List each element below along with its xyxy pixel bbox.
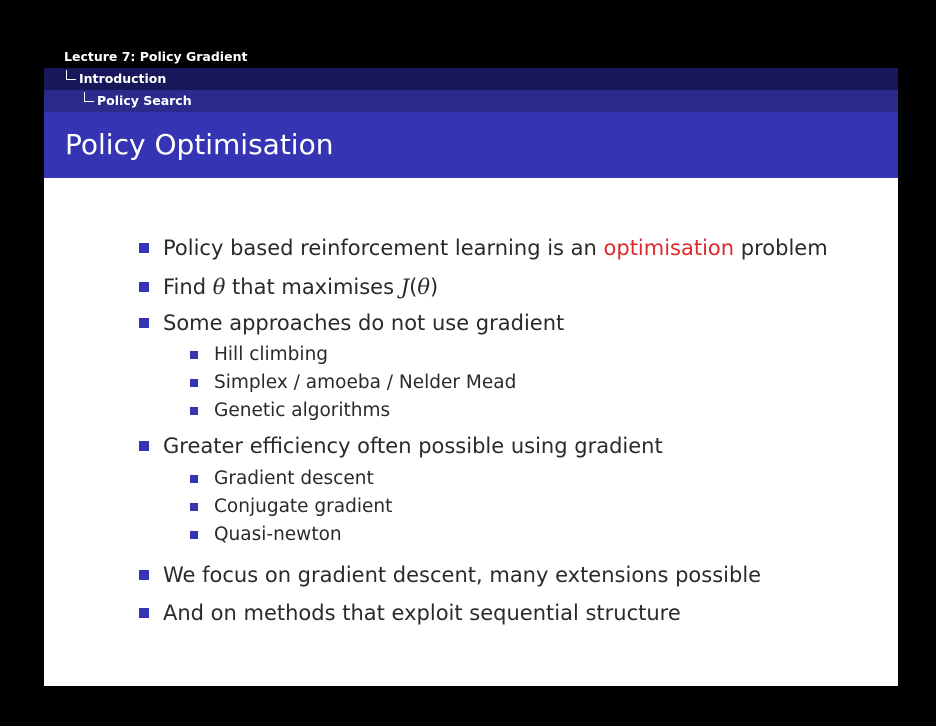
header-section-text: Introduction <box>79 71 167 86</box>
math-paren: ( <box>409 275 418 299</box>
square-bullet-icon <box>139 282 149 292</box>
math-paren: ) <box>430 275 439 299</box>
sub-item-text: Hill climbing <box>214 344 329 365</box>
item-text: And on methods that exploit sequential structure <box>163 601 681 625</box>
item-text-part: Policy based reinforcement learning is an <box>163 236 604 260</box>
math-J: J <box>400 275 410 299</box>
sub-item-text: Genetic algorithms <box>214 400 391 421</box>
header-lecture-text: Lecture 7: Policy Gradient <box>64 49 248 64</box>
slide-title: Policy Optimisation <box>65 128 334 161</box>
item-text <box>163 236 828 260</box>
sub-item-text: Conjugate gradient <box>214 496 393 517</box>
item-text: Some approaches do not use gradient <box>163 311 565 335</box>
header-subsection-text: Policy Search <box>97 93 192 108</box>
item-text-part: problem <box>734 236 828 260</box>
square-bullet-icon <box>190 531 198 539</box>
math-theta: θ <box>417 275 430 299</box>
bullet-list <box>44 46 898 686</box>
square-bullet-icon <box>190 379 198 387</box>
sub-item-text: Quasi-newton <box>214 524 342 545</box>
square-bullet-icon <box>139 570 149 580</box>
item-text <box>163 275 438 299</box>
square-bullet-icon <box>190 475 198 483</box>
sub-item-text: Simplex / amoeba / Nelder Mead <box>214 372 517 393</box>
square-bullet-icon <box>139 441 149 451</box>
slide <box>44 46 898 686</box>
square-bullet-icon <box>190 503 198 511</box>
math-theta: θ <box>212 275 226 299</box>
item-text-part: that maximises <box>225 275 401 299</box>
item-text: Greater efficiency often possible using gradient <box>163 434 663 458</box>
square-bullet-icon <box>190 407 198 415</box>
square-bullet-icon <box>139 243 149 253</box>
item-text-part: Find <box>163 275 213 299</box>
square-bullet-icon <box>190 351 198 359</box>
item-text: We focus on gradient descent, many extensions possible <box>163 563 762 587</box>
highlight-word: optimisation <box>603 236 735 260</box>
square-bullet-icon <box>139 318 149 328</box>
square-bullet-icon <box>139 608 149 618</box>
sub-item-text: Gradient descent <box>214 468 374 489</box>
